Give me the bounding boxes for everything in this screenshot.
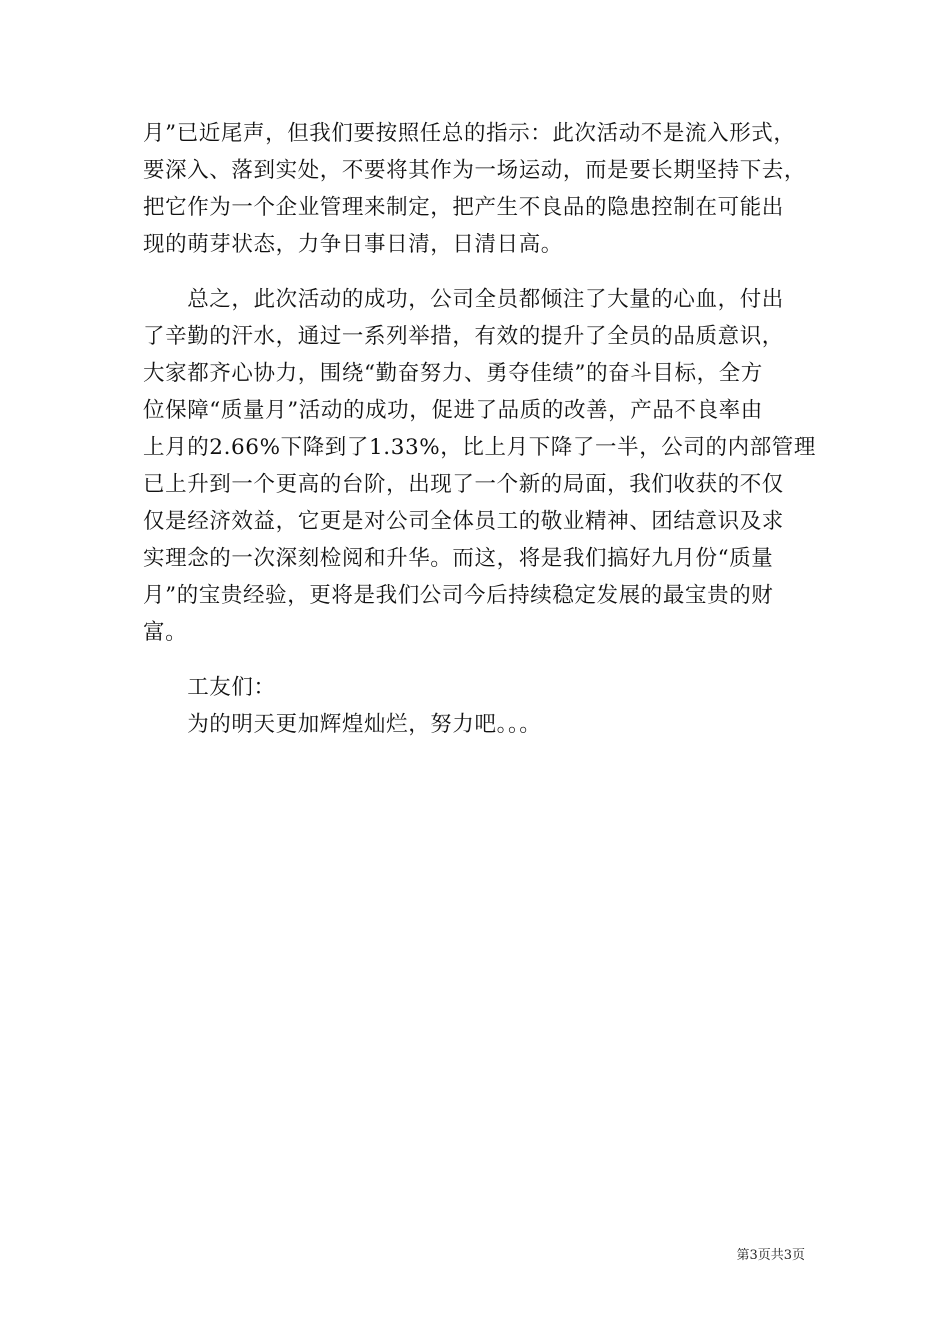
paragraph-greeting <box>143 669 823 706</box>
text-line: 要深入、落到实处，不要将其作为一场运动，而是要长期坚持下去， <box>143 158 807 183</box>
page-number: 第3页共3页 <box>736 1248 805 1263</box>
text-line: 月”已近尾声，但我们要按照任总的指示：此次活动不是流入形式， <box>143 121 796 146</box>
text-line: 上月的2.66%下降到了1.33%，比上月下降了一半，公司的内部管理 <box>143 435 817 460</box>
text-line: 仅是经济效益，它更是对公司全体员工的敬业精神、团结意识及求 <box>143 509 784 534</box>
document-body <box>143 115 823 743</box>
paragraph-summary <box>143 281 823 651</box>
paragraph-quality-month-closing <box>143 115 823 263</box>
paragraph-closing <box>143 706 823 743</box>
text-line: 总之，此次活动的成功，公司全员都倾注了大量的心血，付出 <box>143 287 784 312</box>
text-line: 把它作为一个企业管理来制定，把产生不良品的隐患控制在可能出 <box>143 195 784 220</box>
text-line: 实理念的一次深刻检阅和升华。而这，将是我们搞好九月份“质量 <box>143 546 774 571</box>
paragraph-gap <box>143 651 823 669</box>
paragraph-gap <box>143 263 823 281</box>
text-line: 富。 <box>143 620 188 645</box>
text-line: 现的萌芽状态，力争日事日清，日清日高。 <box>143 232 563 257</box>
text-line: 大家都齐心协力，围绕“勤奋努力、勇夺佳绩”的奋斗目标，全方 <box>143 361 763 386</box>
text-line: 已上升到一个更高的台阶，出现了一个新的局面，我们收获的不仅 <box>143 472 784 497</box>
text-line: 位保障“质量月”活动的成功，促进了品质的改善，产品不良率由 <box>143 398 763 423</box>
text-line: 为的明天更加辉煌灿烂，努力吧。。。 <box>143 712 542 737</box>
text-line: 月”的宝贵经验，更将是我们公司今后持续稳定发展的最宝贵的财 <box>143 583 774 608</box>
text-line: 了辛勤的汗水，通过一系列举措，有效的提升了全员的品质意识， <box>143 324 784 349</box>
text-line: 工友们： <box>143 675 276 700</box>
